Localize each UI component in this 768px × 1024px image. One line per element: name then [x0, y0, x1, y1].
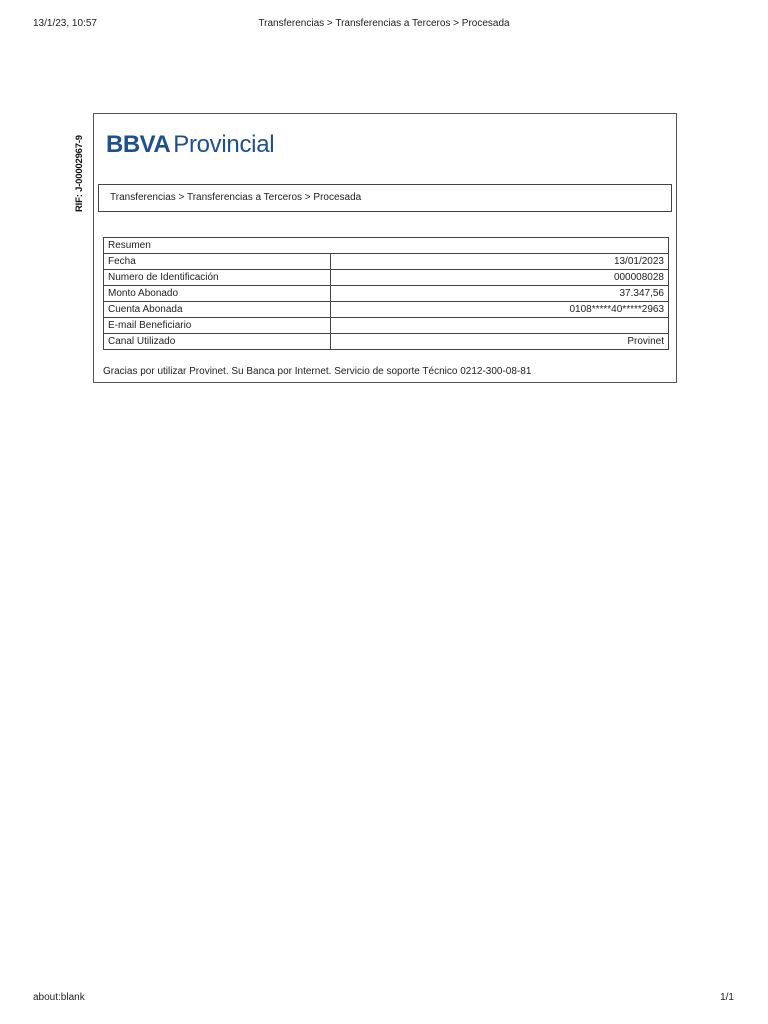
table-row	[104, 334, 669, 350]
summary-heading-row	[104, 238, 669, 254]
table-row	[104, 270, 669, 286]
row-label-identificacion: Numero de Identificación	[104, 270, 331, 286]
row-value-monto: 37.347,56	[331, 286, 669, 302]
row-label-email: E-mail Beneficiario	[104, 318, 331, 334]
transfer-receipt	[93, 113, 677, 383]
row-value-cuenta: 0108*****40*****2963	[331, 302, 669, 318]
rif-number: RIF: J-00002967-9	[74, 135, 85, 212]
row-label-monto: Monto Abonado	[104, 286, 331, 302]
print-page-number: 1/1	[720, 992, 734, 1003]
print-page-title: Transferencias > Transferencias a Terceros > Procesada	[258, 18, 510, 29]
summary-heading: Resumen	[104, 238, 669, 254]
bbva-provincial-logo	[106, 131, 274, 159]
table-row	[104, 318, 669, 334]
table-row	[104, 302, 669, 318]
print-url: about:blank	[33, 992, 85, 1003]
row-value-identificacion: 000008028	[331, 270, 669, 286]
row-value-fecha: 13/01/2023	[331, 254, 669, 270]
logo-name: Provincial	[173, 131, 275, 158]
breadcrumb: Transferencias > Transferencias a Terceros > Procesada	[98, 184, 672, 212]
logo-brand: BBVA	[106, 131, 171, 158]
row-label-canal: Canal Utilizado	[104, 334, 331, 350]
table-row	[104, 286, 669, 302]
row-label-cuenta: Cuenta Abonada	[104, 302, 331, 318]
row-label-fecha: Fecha	[104, 254, 331, 270]
print-datetime: 13/1/23, 10:57	[33, 18, 97, 29]
thanks-message: Gracias por utilizar Provinet. Su Banca por Internet. Servicio de soporte Técnico 0212-300-08-81	[103, 366, 532, 377]
table-row	[104, 254, 669, 270]
row-value-email	[331, 318, 669, 334]
row-value-canal: Provinet	[331, 334, 669, 350]
summary-table	[103, 237, 669, 350]
